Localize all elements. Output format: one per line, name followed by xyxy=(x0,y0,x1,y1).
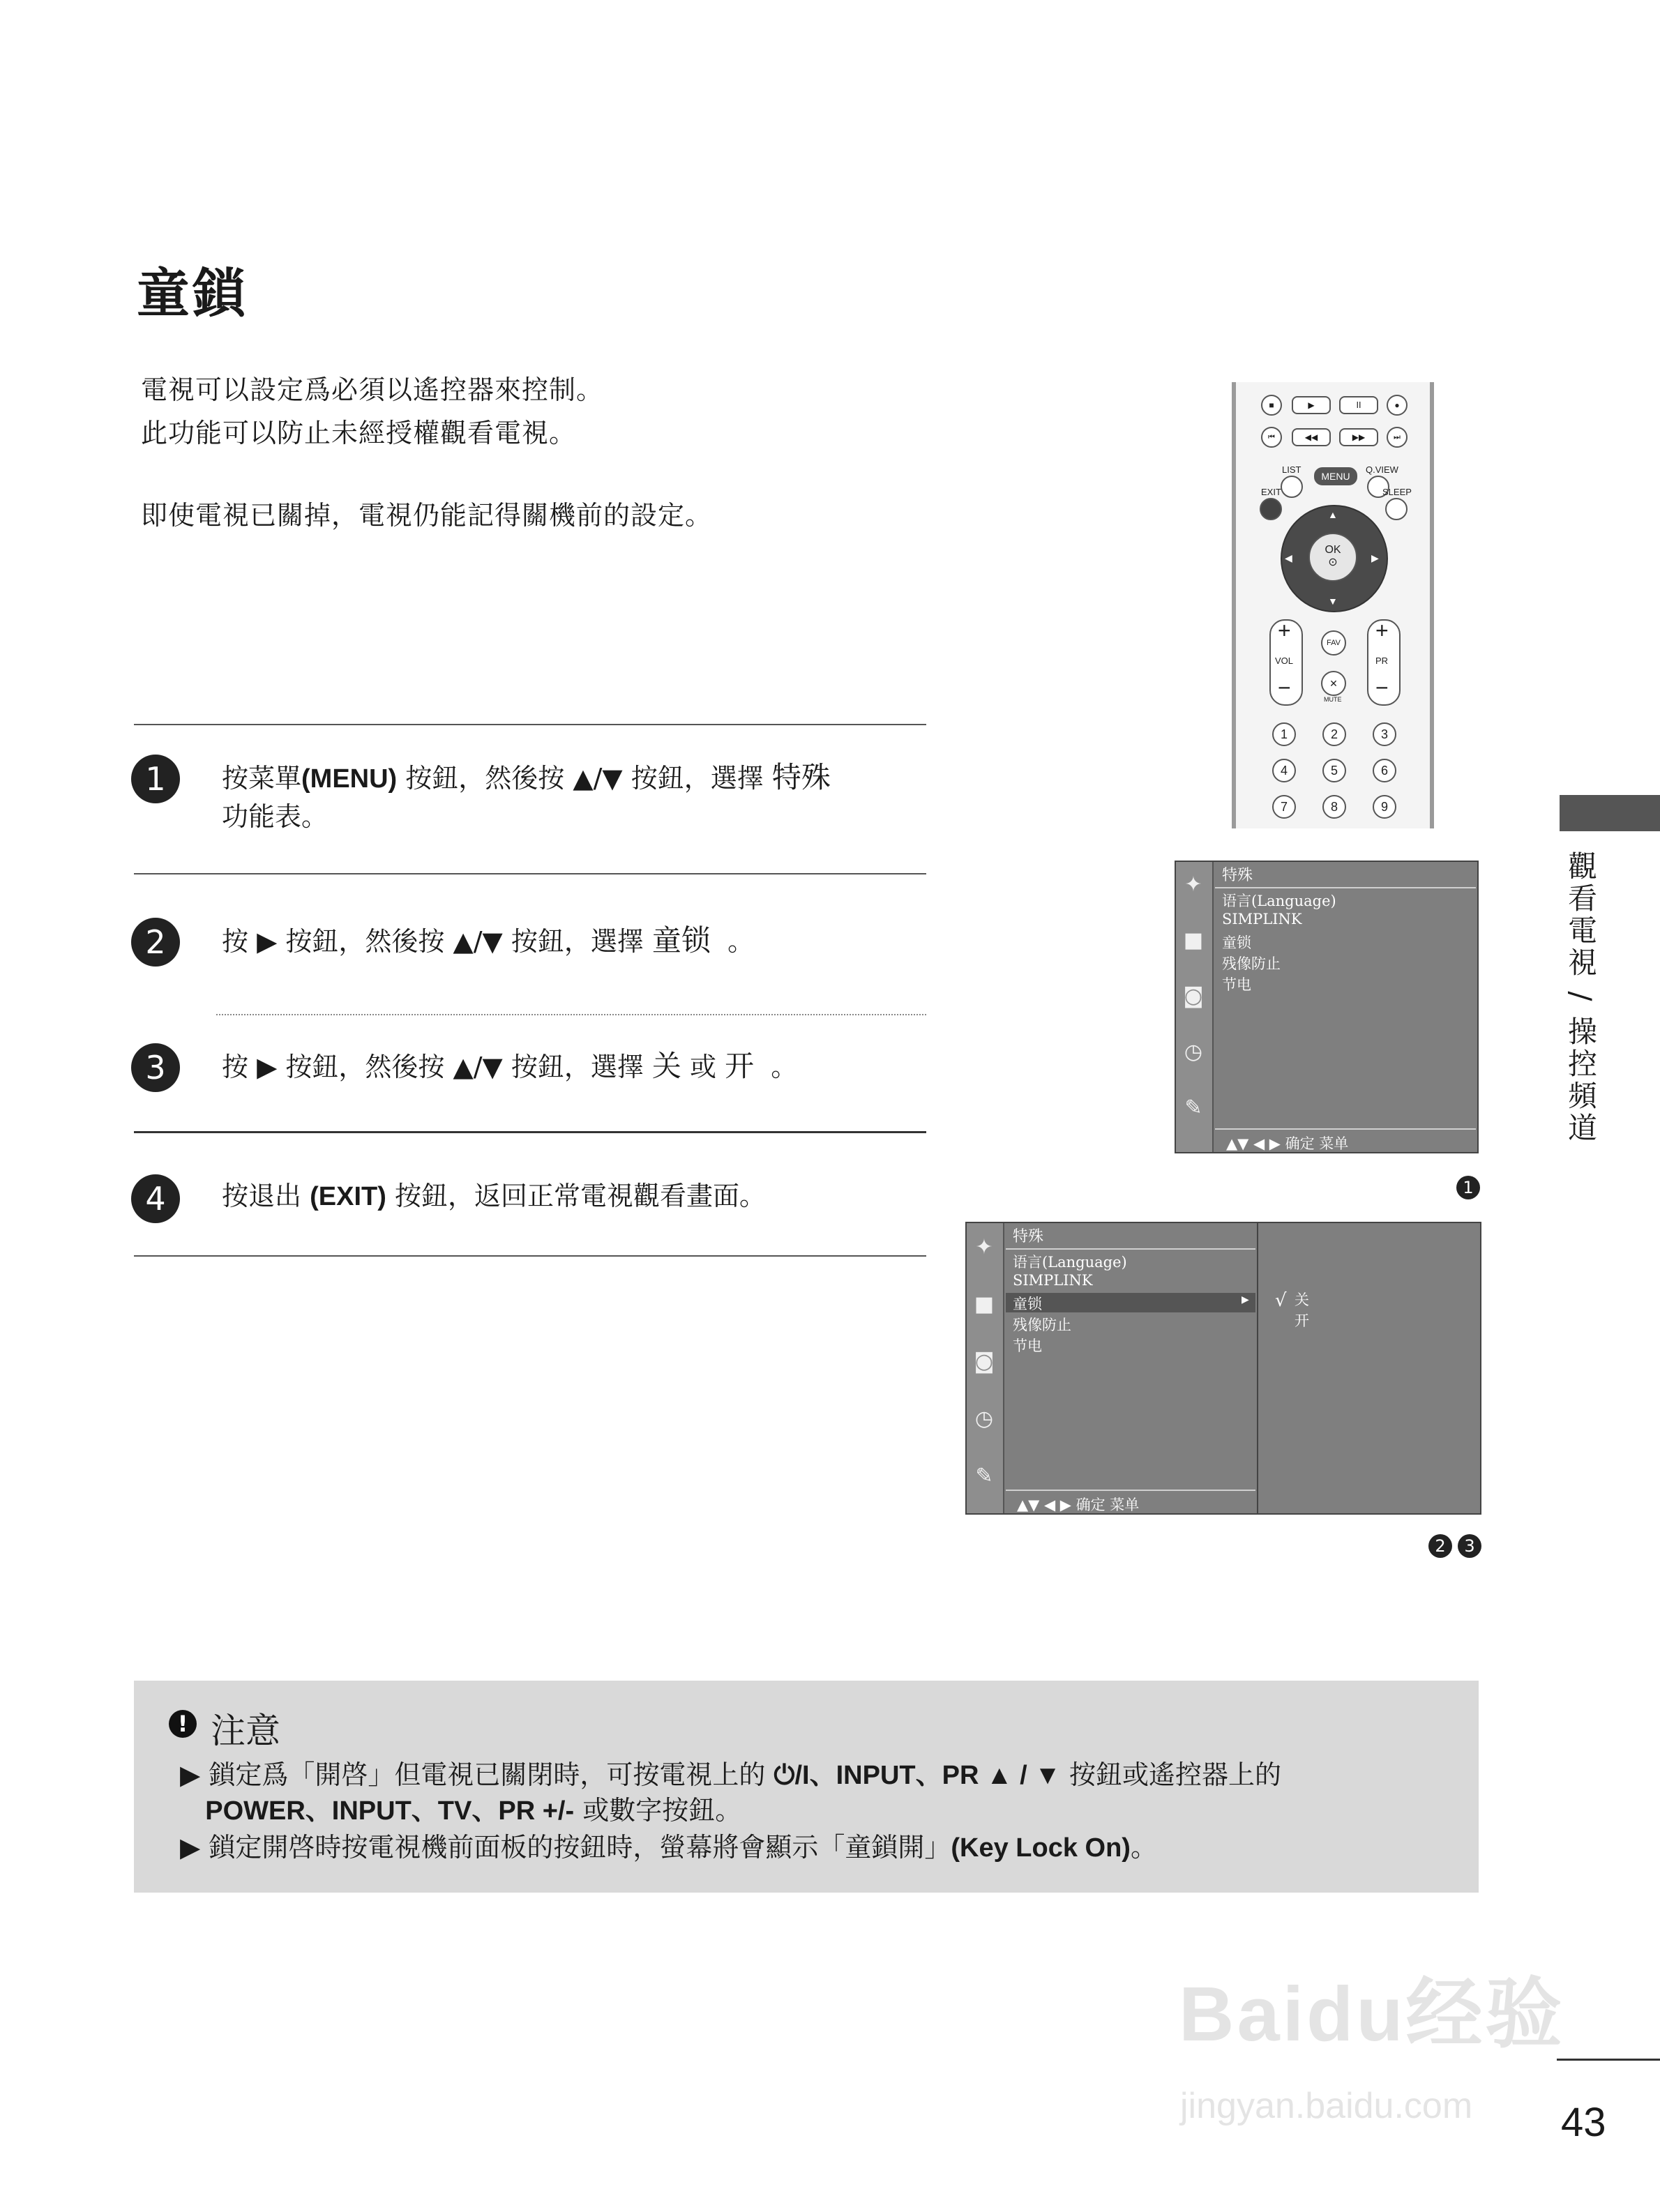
page-title: 童鎖 xyxy=(137,262,248,324)
step-3-post: 按鈕，選擇 xyxy=(502,1052,652,1082)
step-3-end: 。 xyxy=(771,1052,798,1082)
menu-key-label: (MENU) xyxy=(301,764,398,794)
step-4-pre: 按退出 xyxy=(222,1181,310,1211)
submenu-arrow-icon: ▶ xyxy=(1242,1294,1249,1305)
power-icon: ⏻/I xyxy=(774,1761,810,1790)
skip-back-icon: ⏮ xyxy=(1261,427,1282,448)
intro-line-2: 此功能可以防止未經授權觀看電視。 xyxy=(141,418,577,448)
step-3-or: 或 xyxy=(681,1052,725,1082)
watermark-url: jingyan.baidu.com xyxy=(1180,2086,1473,2126)
osd-header-line xyxy=(1215,887,1476,888)
step-4-number: 4 xyxy=(131,1174,180,1223)
osd-item-language: 语言(Language) xyxy=(1013,1254,1127,1271)
up-down-arrow-icon: ▲/▼ xyxy=(453,926,503,957)
step-2-post: 按鈕，選擇 xyxy=(502,926,652,957)
pr-label: PR xyxy=(1375,656,1389,666)
note-2 xyxy=(180,1830,1463,1865)
qview-label: Q.VIEW xyxy=(1366,464,1398,475)
osd-item-image-sticking: 残像防止 xyxy=(1013,1317,1071,1333)
digit-9-button: 9 xyxy=(1373,795,1396,819)
step-divider xyxy=(134,873,926,874)
digit-2-button: 2 xyxy=(1322,722,1346,746)
right-arrow-icon: ▶ xyxy=(257,926,278,957)
step-1-pre: 按菜單 xyxy=(222,763,302,794)
ok-label: OK xyxy=(1325,544,1341,556)
figure-2-badge: 2 xyxy=(1428,1534,1452,1558)
note-1-remote-keys: POWER、INPUT、TV、PR +/- xyxy=(205,1796,575,1826)
wrench-icon: ✎ xyxy=(1184,1096,1202,1120)
pause-icon: II xyxy=(1339,396,1378,414)
step-divider xyxy=(134,1131,926,1133)
intro-line-1: 電視可以設定爲必須以遙控器來控制。 xyxy=(141,374,604,405)
notes-title: 注意 xyxy=(211,1711,280,1751)
page-number: 43 xyxy=(1561,2100,1606,2145)
digit-6-button: 6 xyxy=(1373,759,1396,782)
step-2-number: 2 xyxy=(131,918,180,967)
osd-sidebar xyxy=(967,1223,1004,1513)
skip-forward-icon: ⏭ xyxy=(1387,427,1408,448)
note-2-text-a: 鎖定開啓時按電視機前面板的按鈕時，螢幕將會顯示「童鎖開」 xyxy=(209,1832,951,1863)
ok-center-icon: ⊙ xyxy=(1328,556,1338,568)
osd-footer-line xyxy=(1006,1490,1255,1491)
osd-header: 特殊 xyxy=(1013,1228,1044,1245)
satellite-icon: ✦ xyxy=(975,1235,993,1259)
osd-item-child-lock: 童锁 xyxy=(1222,934,1251,951)
up-down-arrow-icon: ▲/▼ xyxy=(573,763,623,794)
speaker-icon: ◙ xyxy=(974,1349,995,1374)
osd-option-off: 关 xyxy=(1295,1291,1309,1308)
digit-3-button: 3 xyxy=(1373,722,1396,746)
vol-up-icon: + xyxy=(1278,618,1291,643)
pr-down-icon: − xyxy=(1375,675,1389,700)
digit-5-button: 5 xyxy=(1322,759,1346,782)
pr-up-icon: + xyxy=(1375,618,1389,643)
vol-label: VOL xyxy=(1275,656,1294,666)
clock-icon: ◷ xyxy=(1184,1040,1203,1064)
picture-icon: ■ xyxy=(974,1292,995,1317)
page-number-rule xyxy=(1557,2059,1660,2061)
list-button xyxy=(1281,476,1303,498)
play-icon: ▶ xyxy=(1292,396,1331,414)
stop-icon: ■ xyxy=(1261,395,1282,416)
exit-button xyxy=(1260,498,1282,520)
osd-footer-line xyxy=(1215,1128,1476,1130)
osd-item-child-lock-selected: 童锁 xyxy=(1013,1296,1042,1312)
bullet-icon: ▶ xyxy=(180,1832,201,1863)
bullet-icon: ▶ xyxy=(180,1759,201,1790)
rewind-icon: ◀◀ xyxy=(1292,428,1331,446)
section-tab-label: 觀看電視 / 操控頻道 xyxy=(1564,851,1598,1144)
notes-box xyxy=(134,1681,1479,1893)
step-1-post: 按鈕，選擇 xyxy=(622,763,772,794)
fav-button: FAV xyxy=(1321,630,1346,656)
step-2-end: 。 xyxy=(727,926,755,957)
fast-forward-icon: ▶▶ xyxy=(1339,428,1378,446)
step-1-line2: 功能表。 xyxy=(222,801,329,832)
step-4-post: 按鈕，返回正常電視觀看畫面。 xyxy=(386,1181,766,1211)
nav-down-icon: ▼ xyxy=(1328,596,1338,607)
osd-menu-screen-2 xyxy=(965,1222,1481,1515)
satellite-icon: ✦ xyxy=(1184,872,1202,897)
step-2-target: 童锁 xyxy=(651,923,711,957)
note-1-keys: 、INPUT、PR ▲ / ▼ xyxy=(809,1761,1061,1790)
note-1-text-a: 鎖定爲「開啓」但電視已關閉時，可按電視上的 xyxy=(209,1759,774,1790)
step-3-option-off: 关 xyxy=(651,1049,681,1083)
sleep-label: SLEEP xyxy=(1382,487,1412,497)
warning-icon: ! xyxy=(169,1710,197,1738)
osd-item-power-saving: 节电 xyxy=(1013,1338,1042,1354)
step-2-text xyxy=(222,922,905,960)
step-3-pre: 按 xyxy=(222,1052,257,1082)
step-3-option-on: 开 xyxy=(725,1049,755,1083)
exit-key-label: (EXIT) xyxy=(310,1182,386,1211)
osd-header: 特殊 xyxy=(1222,867,1253,884)
right-arrow-icon: ▶ xyxy=(257,1052,278,1082)
intro-line-3: 即使電視已關掉，電視仍能記得關機前的設定。 xyxy=(141,500,713,531)
osd-header-line xyxy=(1006,1248,1255,1250)
osd-footer: ▲▼ ◀ ▶ 确定 菜单 xyxy=(1226,1135,1349,1152)
step-3-text xyxy=(222,1047,905,1086)
note-1 xyxy=(180,1757,1463,1828)
osd-footer: ▲▼ ◀ ▶ 确定 菜单 xyxy=(1017,1497,1140,1513)
osd-menu-screen-1 xyxy=(1175,861,1479,1153)
step-3-number: 3 xyxy=(131,1043,180,1092)
picture-icon: ■ xyxy=(1183,928,1204,953)
list-label: LIST xyxy=(1282,464,1301,475)
section-tab xyxy=(1560,795,1660,831)
osd-item-simplink: SIMPLINK xyxy=(1013,1272,1093,1289)
osd-sidebar xyxy=(1176,862,1214,1152)
osd-item-language: 语言(Language) xyxy=(1222,893,1336,909)
exit-label: EXIT xyxy=(1261,487,1281,497)
step-1-number: 1 xyxy=(131,755,180,803)
note-2-key-lock: (Key Lock On) xyxy=(951,1833,1131,1863)
record-icon: ● xyxy=(1387,395,1408,416)
osd-item-image-sticking: 残像防止 xyxy=(1222,955,1281,972)
ok-button xyxy=(1308,533,1357,582)
digit-1-button: 1 xyxy=(1272,722,1296,746)
mute-icon: ✕ xyxy=(1321,671,1346,696)
nav-left-icon: ◀ xyxy=(1285,552,1292,563)
step-divider xyxy=(134,724,926,725)
nav-right-icon: ▶ xyxy=(1371,552,1379,563)
step-2-mid: 按鈕，然後按 xyxy=(277,926,453,957)
step-divider-dotted xyxy=(216,1014,926,1015)
figure-1-badge: 1 xyxy=(1456,1176,1480,1199)
osd-item-power-saving: 节电 xyxy=(1222,976,1251,993)
mute-label: MUTE xyxy=(1324,696,1342,703)
vol-down-icon: − xyxy=(1278,675,1291,700)
step-1-target: 特殊 xyxy=(771,760,831,794)
osd-item-simplink: SIMPLINK xyxy=(1222,911,1302,927)
menu-button: MENU xyxy=(1314,467,1357,485)
sleep-button xyxy=(1385,498,1408,520)
figure-3-badge: 3 xyxy=(1458,1534,1481,1558)
osd-option-on: 开 xyxy=(1295,1312,1309,1329)
up-down-arrow-icon: ▲/▼ xyxy=(453,1052,503,1082)
digit-8-button: 8 xyxy=(1322,795,1346,819)
nav-up-icon: ▲ xyxy=(1328,509,1338,520)
step-3-mid: 按鈕，然後按 xyxy=(277,1052,453,1082)
step-2-pre: 按 xyxy=(222,926,257,957)
remote-control-illustration xyxy=(1232,382,1434,828)
note-1-text-c: 按鈕或遙控器上的 xyxy=(1060,1759,1281,1790)
osd-highlight-bar xyxy=(1006,1293,1255,1312)
note-2-text-c: 。 xyxy=(1130,1832,1157,1863)
speaker-icon: ◙ xyxy=(1183,984,1204,1008)
note-1-text-e: 或數字按鈕。 xyxy=(574,1795,742,1826)
digit-7-button: 7 xyxy=(1272,795,1296,819)
osd-panel-divider xyxy=(1257,1223,1258,1513)
wrench-icon: ✎ xyxy=(975,1464,993,1488)
digit-4-button: 4 xyxy=(1272,759,1296,782)
step-1-mid: 按鈕，然後按 xyxy=(397,763,573,794)
clock-icon: ◷ xyxy=(974,1407,994,1431)
step-1-text xyxy=(222,759,905,835)
step-4-text xyxy=(222,1177,905,1215)
step-divider xyxy=(134,1255,926,1257)
watermark-logo: Baidu经验 xyxy=(1179,1971,1565,2057)
checkmark-icon: √ xyxy=(1275,1290,1287,1311)
